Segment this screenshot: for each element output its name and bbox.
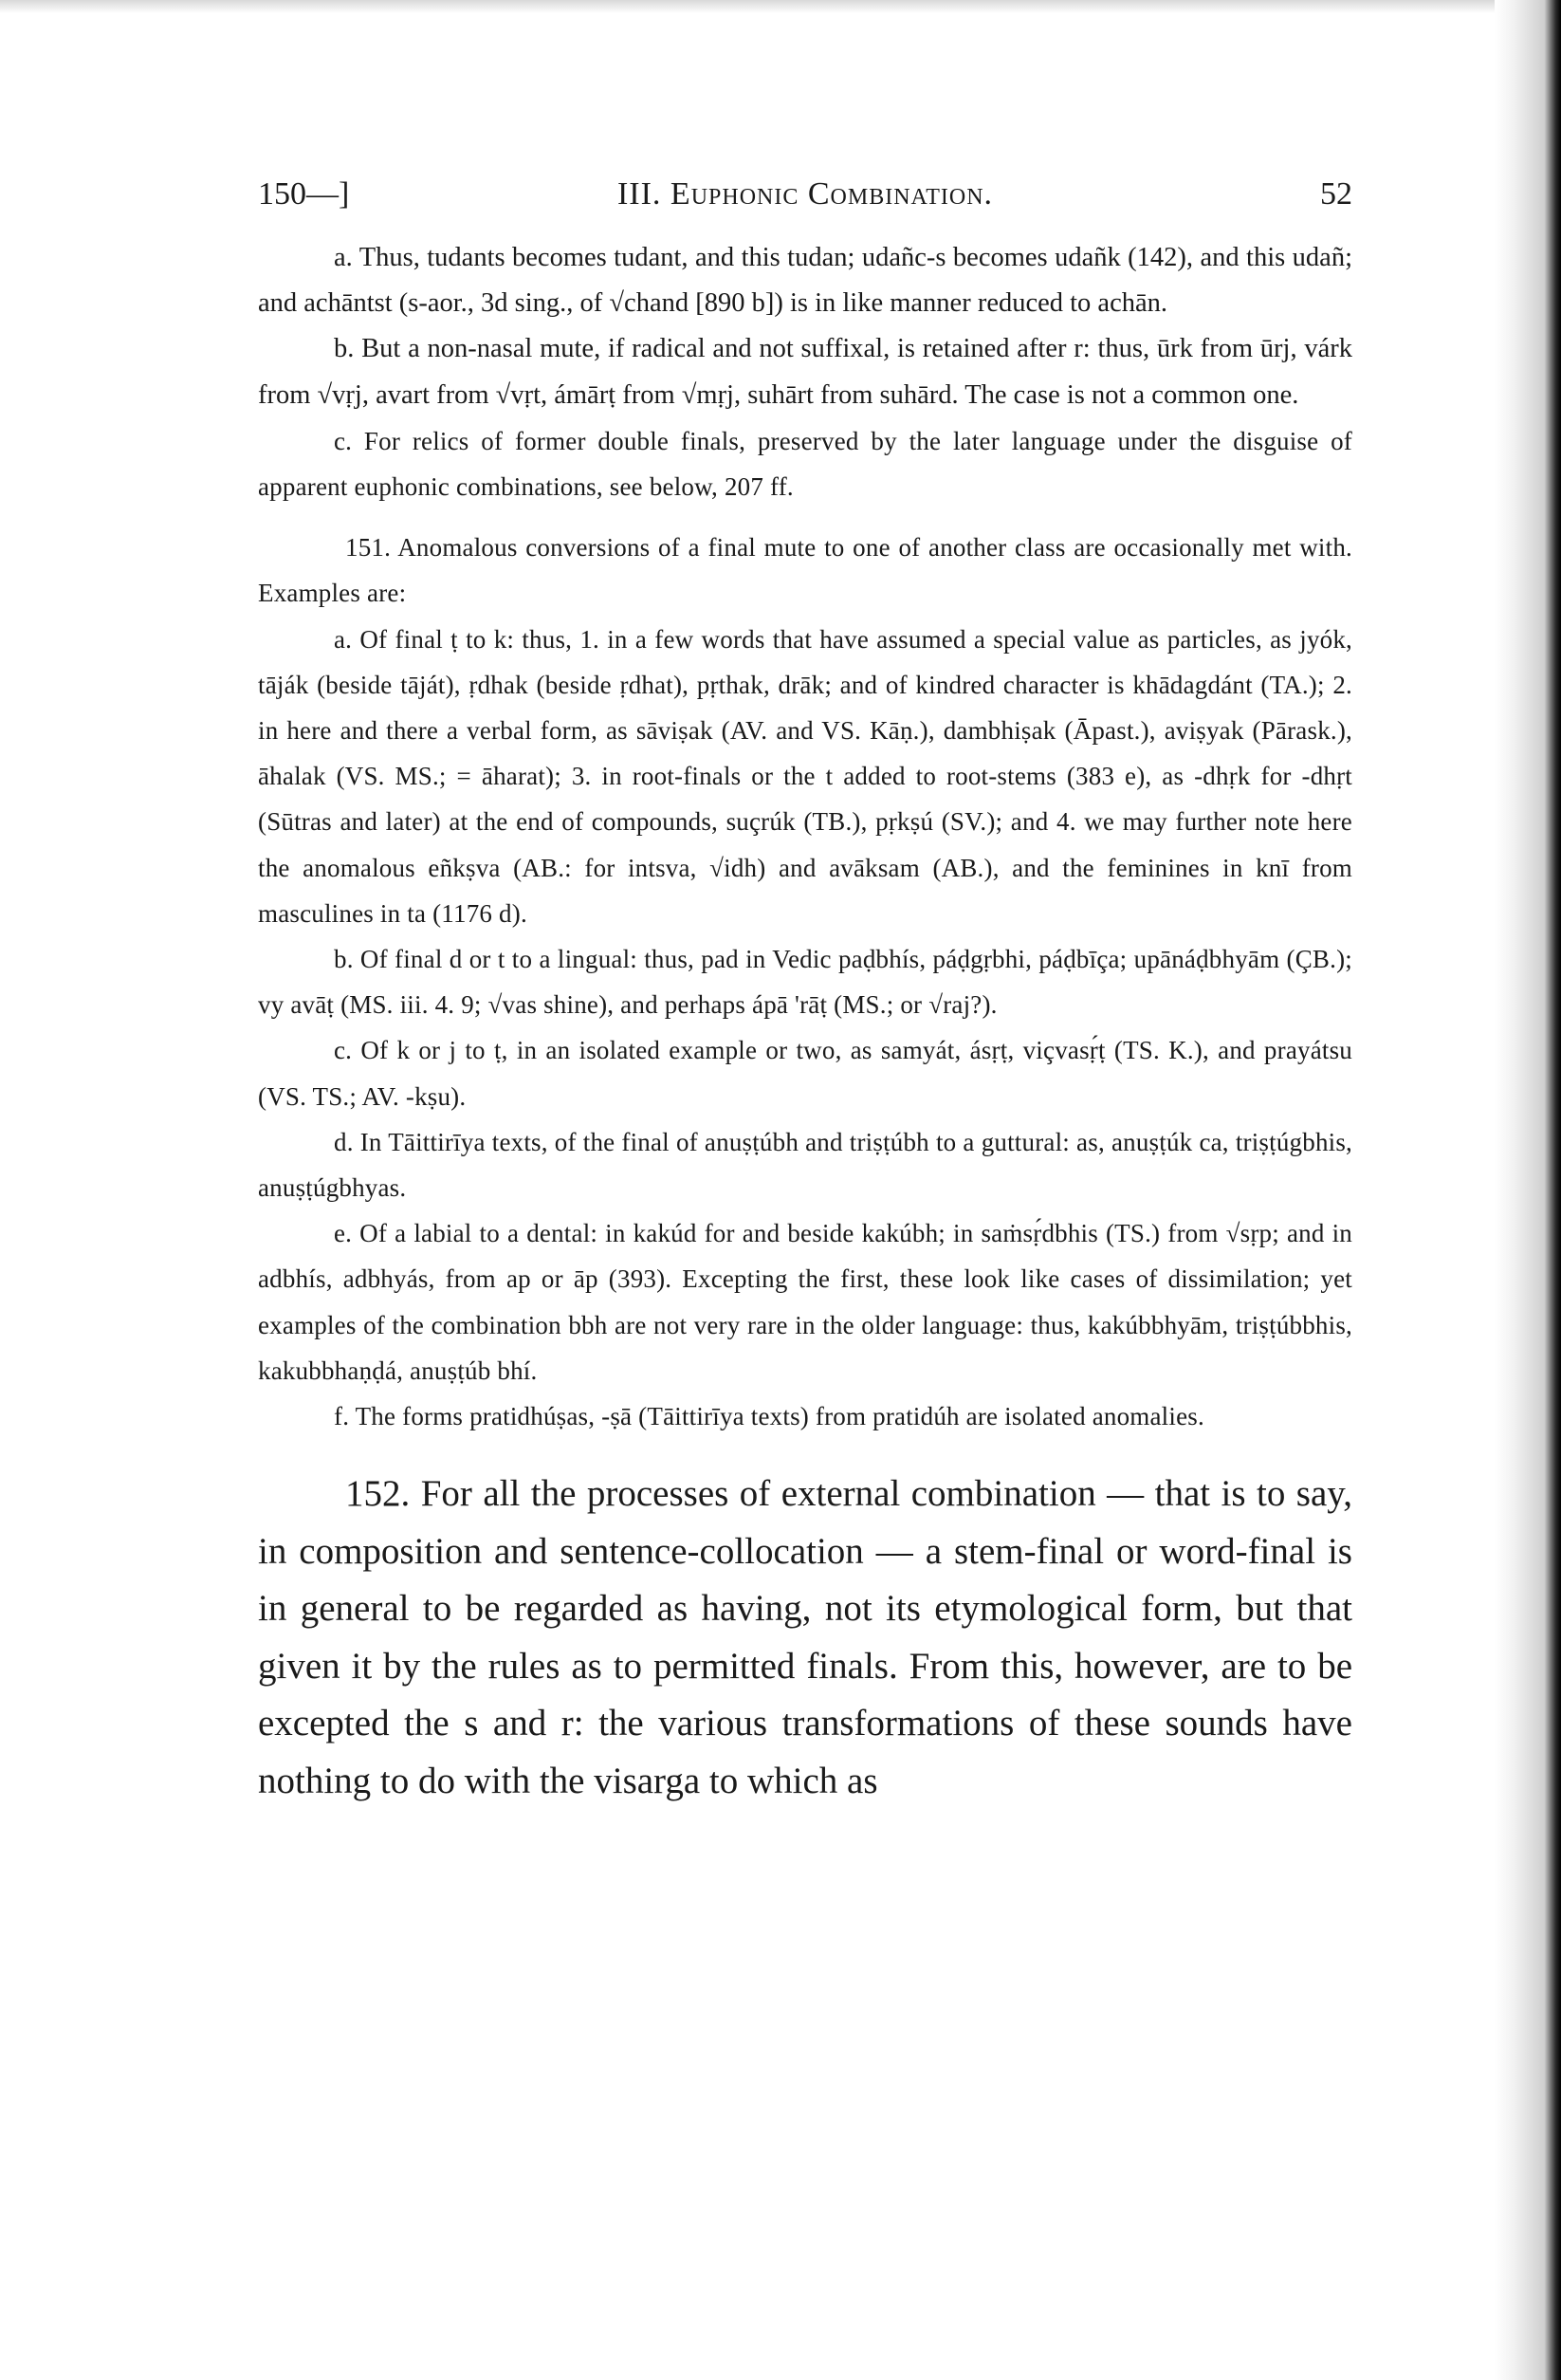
paragraph-151d: d. In Tāittirīya texts, of the final of anuṣṭúbh and triṣṭúbh to a guttural: as, anuṣṭúk ca, triṣṭúgbhis, anuṣṭúgbhyas. [258, 1127, 1352, 1203]
section-151 [258, 525, 1352, 1439]
paragraph-151b: b. Of final d or t to a lingual: thus, pad in Vedic paḍbhís, páḍgṛbhi, páḍbīça; upānáḍbhyām (ÇB.); vy avāṭ (MS. iii. 4. 9; √vas shine), and perhaps ápā 'rāṭ (MS.; or √raj?). [258, 945, 1352, 1020]
chapter-title: III. Euphonic Combination. [616, 176, 994, 212]
section-reference: 150—] [258, 176, 350, 212]
book-page [258, 176, 1352, 1810]
paragraph-151a: a. Of final ṭ to k: thus, 1. in a few words that have assumed a special value as particles, as jyók, tāják (beside tāját), ṛdhak (beside ṛdhat), pṛthak, drāk; and of kindred character is khādagdánt (TA.); 2. in here and there a verbal form, as sāviṣak (AV. and VS. Kāṇ.), dambhiṣak (Āpast.), aviṣyak (Pārask.), āhalak (VS. MS.; = āharat); 3. in root-finals or the t added to root-stems (383 e), as -dhṛk for -dhṛt (Sūtras and later) at the end of compounds, suçrúk (TB.), pṛkṣú (SV.); and 4. we may further note here the anomalous eñkṣva (AB.: for intsva, √idh) and avāksam (AB.), and the feminines in knī from masculines in ta (1176 d). [258, 624, 1352, 928]
paragraph-151e: e. Of a labial to a dental: in kakúd for and beside kakúbh; in saṁsṛ́dbhis (TS.) from √sṛp; and in adbhís, adbhyás, from ap or āp (393). Excepting the first, these look like cases of dissimilation; yet examples of the combination bbh are not very rare in the older language: thus, kakúbbhyām, triṣṭúbbhis, kakubbhaṇḍá, anuṣṭúb bhí. [258, 1219, 1352, 1385]
paragraph-150a: a. Thus, tudants becomes tudant, and this tudan; udañc-s becomes udañk (142), and this udañ; and achāntst (s-aor., 3d sing., of √chand [890 b]) is in like manner reduced to achān. [258, 243, 1352, 319]
section-150-paragraphs [258, 235, 1352, 509]
paragraph-151-intro: 151. Anomalous conversions of a final mute to one of another class are occasionally met with. Examples are: [258, 533, 1352, 608]
paragraph-150c: c. For relics of former double finals, preserved by the later language under the disguise of apparent euphonic combinations, see below, 207 ff. [258, 426, 1352, 502]
section-152 [258, 1466, 1352, 1810]
paragraph-152: 152. For all the processes of external combination — that is to say, in composition and sentence-collocation — a stem-final or word-final is in general to be regarded as having, not its etymological form, but that given it by the rules as to permitted finals. From this, however, are to be excepted the s and r: the various transformations of these sounds have nothing to do with the visarga to which as [258, 1473, 1352, 1801]
paragraph-151f: f. The forms pratidhúṣas, -ṣā (Tāittirīya texts) from pratidúh are isolated anomalies. [334, 1402, 1204, 1431]
scan-edge-top [0, 0, 1561, 13]
running-header [258, 176, 1352, 233]
paragraph-151c: c. Of k or j to ṭ, in an isolated example or two, as samyát, ásṛṭ, viçvasṛ́ṭ (TS. K.), and prayátsu (VS. TS.; AV. -kṣu). [258, 1036, 1352, 1111]
scan-edge-right [1495, 0, 1561, 2380]
page-number: 52 [1320, 176, 1352, 212]
paragraph-150b: b. But a non-nasal mute, if radical and not suffixal, is retained after r: thus, ūrk from ūrj, várk from √vṛj, avart from √vṛt, ámārṭ from √mṛj, suhārt from suhārd. The case is not a common one. [258, 334, 1352, 410]
